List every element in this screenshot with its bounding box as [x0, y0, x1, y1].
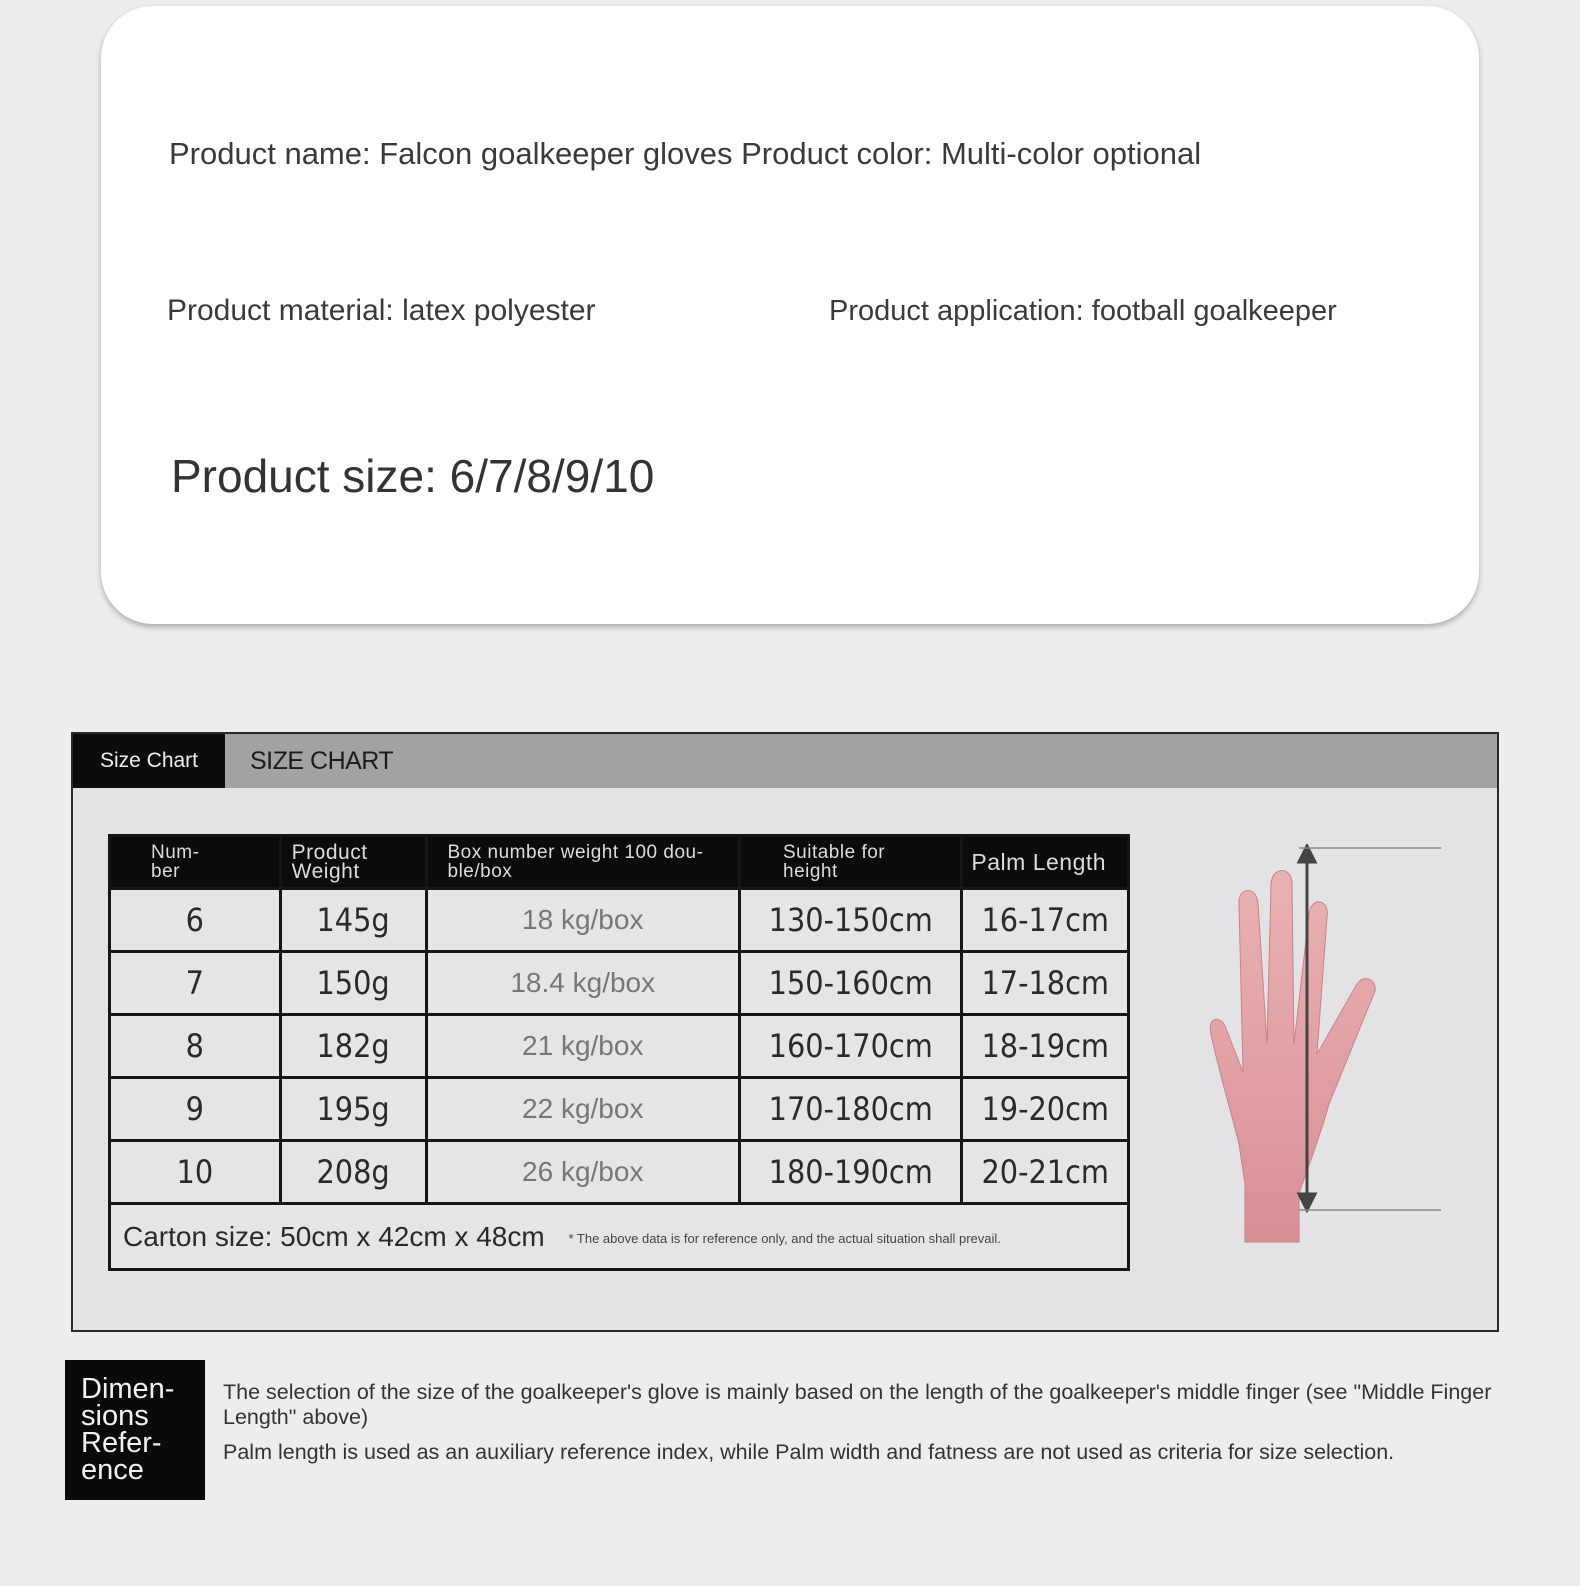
cell-height: 160-170cm [741, 1016, 960, 1076]
size-chart-tab: Size Chart [73, 734, 225, 788]
reference-note: * The above data is for reference only, and the actual situation shall prevail. [568, 1230, 1001, 1246]
table-row [111, 890, 1127, 950]
dimensions-description [223, 1380, 1513, 1475]
product-material-line: Product material: latex polyester [167, 294, 596, 327]
header-number-text: Num- ber [151, 842, 200, 882]
dimensions-reference-label [65, 1360, 205, 1500]
size-chart-panel [71, 732, 1499, 1332]
size-chart-title: SIZE CHART [250, 746, 394, 775]
cell-number: 6 [111, 890, 279, 950]
table-row [111, 953, 1127, 1013]
header-height [741, 837, 960, 887]
table-row [111, 1079, 1127, 1139]
carton-cell [111, 1205, 1127, 1268]
hand-icon [1210, 871, 1375, 1243]
cell-palm-length: 19-20cm [963, 1079, 1127, 1139]
cell-number: 10 [111, 1142, 279, 1202]
size-table-header-row [111, 837, 1127, 887]
product-application-line: Product application: football goalkeeper [829, 295, 1337, 327]
dimensions-paragraph-1: The selection of the size of the goalkeeper's glove is mainly based on the length of the goalkeeper's middle finger (see "Middle Finger Length" above) [223, 1380, 1492, 1429]
cell-height: 180-190cm [741, 1142, 960, 1202]
cell-number: 9 [111, 1079, 279, 1139]
cell-number: 7 [111, 953, 279, 1013]
cell-palm-length: 18-19cm [963, 1016, 1127, 1076]
cell-box-weight: 18 kg/box [428, 890, 739, 950]
product-info-card [101, 6, 1479, 624]
cell-height: 130-150cm [741, 890, 960, 950]
table-row [111, 1016, 1127, 1076]
table-row [111, 1142, 1127, 1202]
header-weight [282, 837, 425, 887]
cell-palm-length: 17-18cm [963, 953, 1127, 1013]
cell-weight: 208g [282, 1142, 425, 1202]
cell-number: 8 [111, 1016, 279, 1076]
carton-size-text: Carton size: 50cm x 42cm x 48cm [123, 1220, 545, 1252]
header-palm-length-text: Palm Length [971, 848, 1107, 875]
header-box-weight [428, 837, 739, 887]
cell-weight: 145g [282, 890, 425, 950]
size-chart-header-bar [73, 734, 1497, 788]
cell-palm-length: 20-21cm [963, 1142, 1127, 1202]
cell-box-weight: 26 kg/box [428, 1142, 739, 1202]
cell-weight: 182g [282, 1016, 425, 1076]
hand-measurement-illustration [1159, 844, 1459, 1264]
product-size-line: Product size: 6/7/8/9/10 [171, 450, 655, 502]
product-name-line: Product name: Falcon goalkeeper gloves Product color: Multi-color optional [169, 136, 1202, 171]
dimensions-reference-text: Dimen- sions Refer- ence [81, 1373, 175, 1486]
carton-row [111, 1205, 1127, 1268]
dimensions-paragraph-2: Palm length is used as an auxiliary reference index, while Palm width and fatness are not used as criteria for size selection. [223, 1440, 1395, 1464]
cell-box-weight: 21 kg/box [428, 1016, 739, 1076]
header-palm-length [963, 837, 1127, 887]
header-weight-text: Product Weight [291, 841, 368, 883]
cell-height: 150-160cm [741, 953, 960, 1013]
header-number [111, 837, 279, 887]
cell-box-weight: 22 kg/box [428, 1079, 739, 1139]
header-box-weight-text: Box number weight 100 dou- ble/box [447, 842, 704, 882]
header-height-text: Suitable for height [783, 842, 886, 882]
cell-height: 170-180cm [741, 1079, 960, 1139]
cell-box-weight: 18.4 kg/box [428, 953, 739, 1013]
cell-palm-length: 16-17cm [963, 890, 1127, 950]
cell-weight: 150g [282, 953, 425, 1013]
size-table [108, 834, 1130, 1271]
cell-weight: 195g [282, 1079, 425, 1139]
